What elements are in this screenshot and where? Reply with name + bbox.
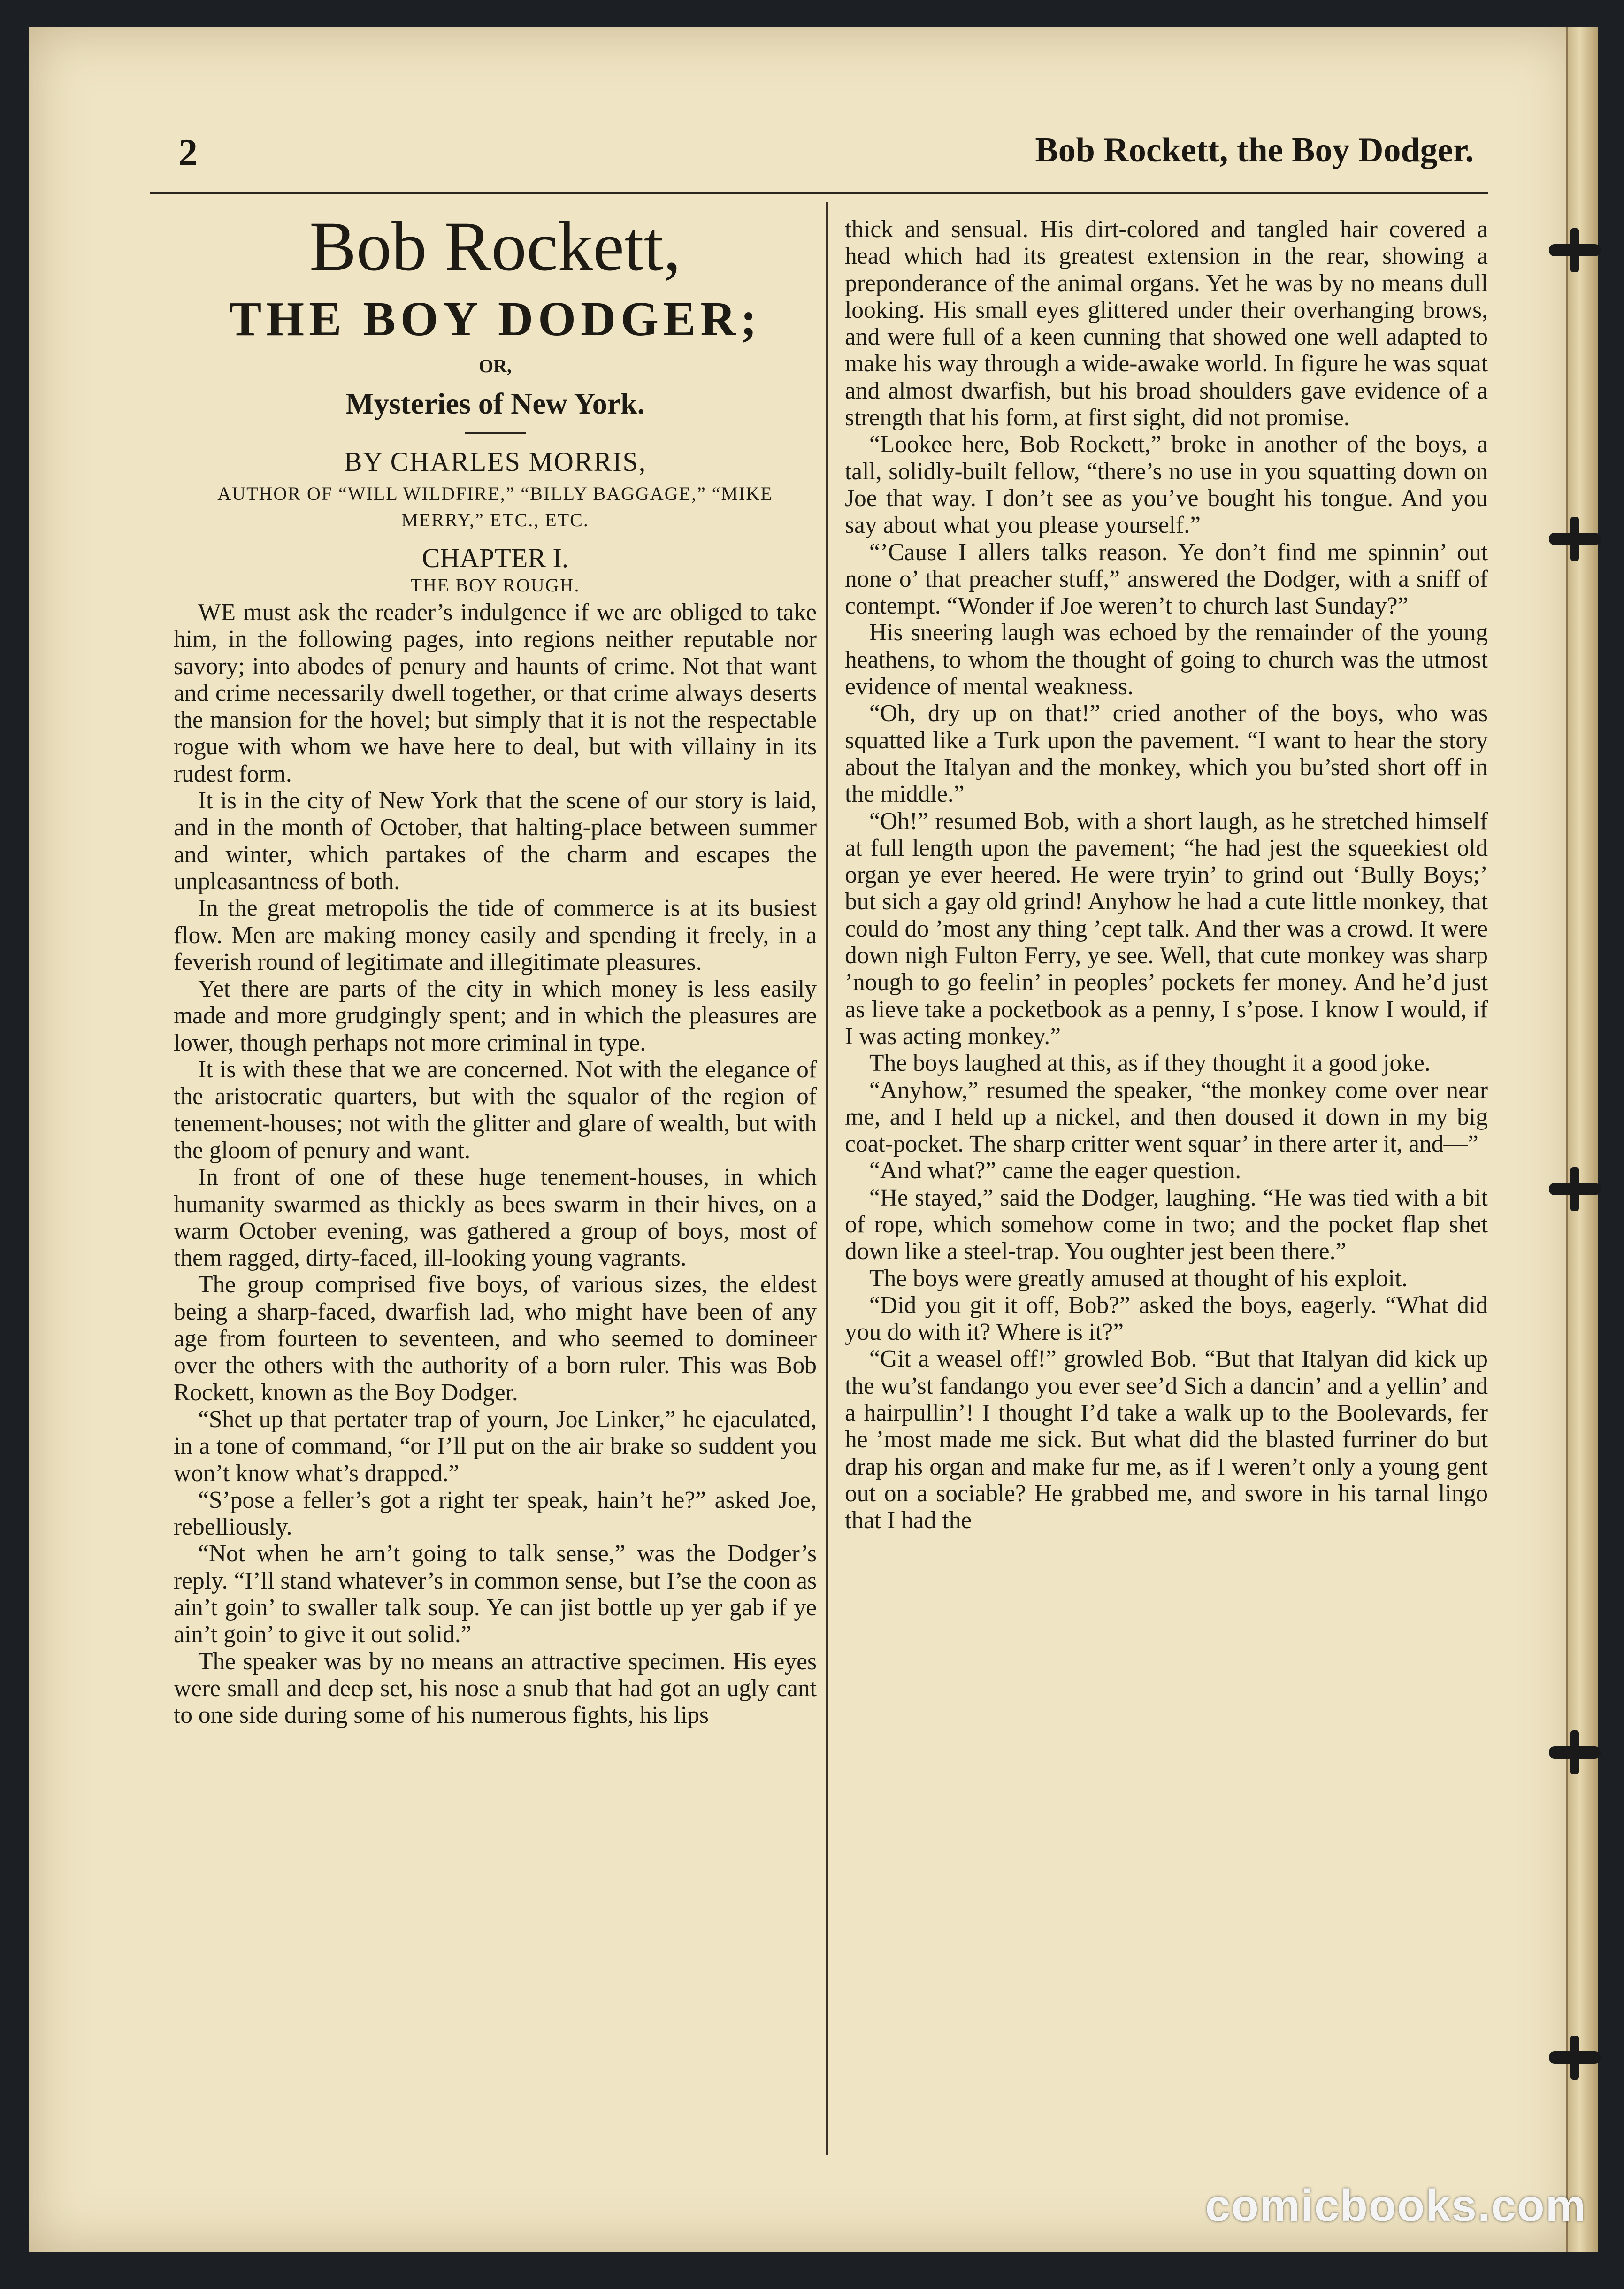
title-rule [465, 432, 526, 434]
paragraph: In the great metropolis the tide of commerce is at its busiest flow. Men are making money easily and spending it freely, in a feverish round of legitimate and illegitimate pleasures. [174, 895, 817, 976]
paragraph: “And what?” came the eager question. [869, 1157, 1241, 1184]
paragraph: “Not when he arn’t going to talk sense,” was the Dodger’s reply. “I’ll stand whatever’s in common sense, but I’se the coon as ain’t goin’ to swaller talk soup. Ye can jist bottle up yer gab if ye ain’t goin’ to give it out solid.” [174, 1540, 817, 1648]
story-subtitle: THE BOY DODGER; [229, 292, 762, 346]
paragraph: In front of one of these huge tenement-houses, in which humanity swarmed as thickly as bees swarm in their hives, on a warm October evening, was gathered a group of boys, most of them ragged, dirty-faced, ill-looking young vagrants. [174, 1164, 817, 1272]
running-head [150, 127, 1483, 178]
paragraph: His sneering laugh was echoed by the remainder of the young heathens, to whom the thought of going to church was the utmost evidence of mental weakness. [845, 619, 1488, 700]
binding-stitch [1549, 1183, 1601, 1195]
paragraph: thick and sensual. His dirt-colored and tangled hair covered a head which had its greatest extension in the rear, showing a preponderance of the animal organs. Yet he was by no means dull looking. His small eyes glittered under their overhanging brows, and were full of a keen cunning that showed one well adapted to make his way through a wide-awake world. In figure he was squat and almost dwarfish, but his broad shoulders gave evidence of a strength that his form, at first sight, did not promise. [845, 216, 1488, 431]
byline: BY CHARLES MORRIS, [344, 446, 647, 477]
paragraph: The boys laughed at this, as if they thought it a good joke. [869, 1050, 1431, 1077]
paragraph: Yet there are parts of the city in which money is less easily made and more grudgingly spent; and in which the pleasures are lower, though perhaps not more criminal in type. [174, 976, 817, 1056]
paragraph: The group comprised five boys, of various sizes, the eldest being a sharp-faced, dwarfish lad, who might have been of any age from fourteen to seventeen, and who seemed to domineer over the others with the authority of a born ruler. This was Bob Rockett, known as the Boy Dodger. [174, 1271, 817, 1406]
right-column [845, 216, 1488, 1534]
title-or: OR, [479, 355, 512, 376]
paragraph: The speaker was by no means an attractive specimen. His eyes were small and deep set, his nose a snub that had got an ugly cant to one side during some of his numerous fights, his lips [174, 1648, 817, 1729]
paragraph: “Oh!” resumed Bob, with a short laugh, as he stretched himself at full length upon the pavement; “he had jest the squeekiest old organ ye ever heered. He were tryin’ to grind out ‘Bully Boys;’ but sich a gay old grind! Anyhow he had a cute little monkey, that could do ’most any thing ’cept talk. And ther was a crowd. It were down nigh Fulton Ferry, ye see. Well, that cute monkey was sharp ’nough to go feelin’ in peoples’ pockets fer money. And he’d just as lieve take a pocketbook as a penny, I s’pose. I know I would, if I was acting monkey.” [845, 807, 1488, 1050]
page-number: 2 [178, 131, 198, 174]
watermark: comicbooks.com [1205, 2181, 1586, 2231]
column-divider [826, 202, 828, 2155]
author-note: AUTHOR OF “WILL WILDFIRE,” “BILLY BAGGAGE,” “MIKE MERRY,” ETC., ETC. [217, 483, 773, 530]
paragraph: It is with these that we are concerned. Not with the elegance of the aristocratic quarters, but with the squalor of the region of tenement-houses; not with the glitter and glare of wealth, but with the gloom of penury and want. [174, 1056, 817, 1164]
paragraph: “S’pose a feller’s got a right ter speak, hain’t he?” asked Joe, rebelliously. [174, 1486, 817, 1541]
paragraph: “Lookee here, Bob Rockett,” broke in another of the boys, a tall, solidly-built fellow, “there’s no use in you squatting down on Joe that way. I don’t see as you’ve bought his tongue. And you say about what you please yourself.” [845, 431, 1488, 539]
paragraph: “He stayed,” said the Dodger, laughing. “He was tied with a bit of rope, which somehow come in two; and the pocket flap shet down like a steel-trap. You oughter jest been there.” [845, 1184, 1488, 1265]
chapter-title: THE BOY ROUGH. [410, 575, 580, 596]
binding-stitch [1549, 1746, 1601, 1759]
paragraph: It is in the city of New York that the scene of our story is laid, and in the month of October, that halting-place between summer and winter, which partakes of the charm and escapes the unpleasantness of both. [174, 787, 817, 895]
header-rule [150, 192, 1488, 194]
chapter-number: CHAPTER I. [421, 543, 569, 573]
binding-stitch [1549, 244, 1601, 256]
paragraph: “Did you git it off, Bob?” asked the boys, eagerly. “What did you do with it? Where is it?” [845, 1291, 1488, 1346]
story-title: Bob Rockett, [309, 207, 681, 285]
binding-spine [1566, 27, 1598, 2252]
paragraph: “Oh, dry up on that!” cried another of the boys, who was squatted like a Turk upon the pavement. “I want to hear the story about the Italyan and the monkey, which you bu’sted short off in the middle.” [845, 700, 1488, 808]
paragraph: “Anyhow,” resumed the speaker, “the monkey come over near me, and I held up a nickel, and then doused it down in my big coat-pocket. The sharp critter went squar’ in there arter it, and—” [845, 1076, 1488, 1158]
running-title: Bob Rockett, the Boy Dodger. [1035, 131, 1474, 169]
paragraph: WE must ask the reader’s indulgence if we are obliged to take him, in the following pages, into regions neither reputable nor savory; into abodes of penury and haunts of crime. Not that want and crime necessarily dwell together, or that crime always deserts the mansion for the hovel; but simply that it is not the respectable rogue with whom we have here to deal, but with villainy in its rudest form. [174, 599, 817, 787]
paragraph: “Git a weasel off!” growled Bob. “But that Italyan did kick up the wu’st fandango you ever see’d Sich a dancin’ and a yellin’ and a hairpullin’! I thought I’d take a walk up to the Boolevards, fer he ’most made me sick. But what did the blasted furriner do but drap his organ and make fur me, as if I weren’t only a young gent out on a sociable? He grabbed me, and swore in his tarnal lingo that I had the [845, 1345, 1488, 1534]
paragraph: “Shet up that pertater trap of yourn, Joe Linker,” he ejaculated, in a tone of command, “or I’ll put on the air brake so suddent you won’t know what’s drapped.” [174, 1406, 817, 1487]
paragraph: The boys were greatly amused at thought of his exploit. [869, 1265, 1408, 1292]
binding-stitch [1549, 2051, 1601, 2064]
binding-stitch [1549, 533, 1601, 545]
paragraph: “’Cause I allers talks reason. Ye don’t find me spinnin’ out none o’ that preacher stuff,” answered the Dodger, with a sniff of contempt. “Wonder if Joe weren’t to church last Sunday?” [845, 538, 1488, 620]
left-column [174, 207, 817, 1728]
alternate-title: Mysteries of New York. [345, 387, 645, 420]
